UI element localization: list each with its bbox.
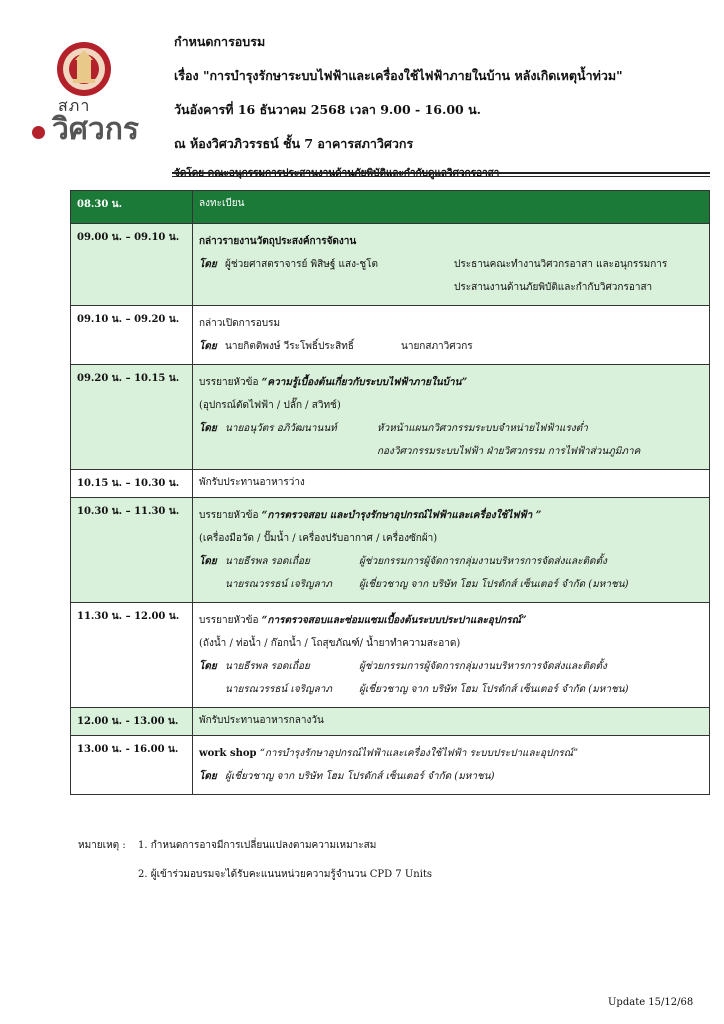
agenda-cell [193, 306, 710, 365]
agenda-subtopic: (อุปกรณ์ตัดไฟฟ้า / ปลั๊ก / สวิทช์) [199, 400, 341, 411]
organizer: จัดโดย คณะอนุกรรมการประสานงานด้านภัยพิบัติและกำกับดูแลวิศวกรอาสา [174, 168, 500, 179]
table-row [71, 603, 710, 708]
topic-prefix: work shop [199, 748, 257, 759]
time-cell: 09.00 น. – 09.10 น. [71, 224, 193, 306]
training-date: วันอังคารที่ 16 ธันวาคม 2568 เวลา 9.00 - 16.00 น. [174, 102, 481, 117]
table-row [71, 224, 710, 306]
agenda-cell [193, 224, 710, 306]
speaker-name: ผู้ช่วยศาสตราจารย์ พิสิษฐ์ แสง-ชูโต [225, 259, 378, 270]
time-cell: 10.30 น. – 11.30 น. [71, 498, 193, 603]
speaker-name: นายรณวรรธน์ เจริญลาภ [225, 684, 332, 695]
document-header [174, 32, 714, 181]
document-title: กำหนดการอบรม [174, 34, 266, 49]
speaker-name: นายธีรพล รอดเถื่อย [225, 661, 310, 672]
agenda-topic: “การตรวจสอบ และบำรุงรักษาอุปกรณ์ไฟฟ้าและเครื่องใช้ไฟฟ้า ” [261, 510, 542, 521]
agenda-cell [193, 470, 710, 498]
agenda-cell [193, 736, 710, 795]
update-date: Update 15/12/68 [608, 997, 694, 1008]
agenda-cell [193, 708, 710, 736]
speaker-name: นายกิตติพงษ์ วีระโพธิ์ประสิทธิ์ [225, 341, 354, 352]
table-row [71, 306, 710, 365]
time-cell: 09.10 น. – 09.20 น. [71, 306, 193, 365]
time-cell: 13.00 น. - 16.00 น. [71, 736, 193, 795]
table-row [71, 736, 710, 795]
by-label: โดย [199, 259, 217, 270]
time-cell: 08.30 น. [71, 191, 193, 224]
logo-text-top: สภา [58, 96, 91, 115]
topic-prefix: บรรยายหัวข้อ [199, 615, 259, 626]
training-subject: เรื่อง "การบำรุงรักษาระบบไฟฟ้าและเครื่องใช้ไฟฟ้าภายในบ้าน หลังเกิดเหตุน้ำท่วม" [174, 68, 623, 83]
note-item: 2. ผู้เข้าร่วมอบรมจะได้รับคะแนนหน่วยความรู้จำนวน CPD 7 Units [138, 869, 433, 880]
agenda-text: พักรับประทานอาหารกลางวัน [199, 715, 324, 726]
speaker-name: นายอนุวัตร อภิวัฒนานนท์ [225, 423, 337, 434]
council-logo [22, 40, 162, 150]
logo-text-main: วิศวกร [52, 112, 140, 147]
agenda-text: พักรับประทานอาหารว่าง [199, 477, 305, 488]
agenda-topic: กล่าวรายงานวัตถุประสงค์การจัดงาน [199, 236, 357, 247]
speaker-name: นายรณวรรธน์ เจริญลาภ [225, 579, 332, 590]
topic-prefix: บรรยายหัวข้อ [199, 510, 259, 521]
speaker-role: ผู้เชี่ยวชาญ จาก บริษัท โฮม โปรดักส์ เซ็นเตอร์ จำกัด (มหาชน) [359, 579, 629, 590]
topic-prefix: บรรยายหัวข้อ [199, 377, 259, 388]
by-label: โดย [199, 771, 217, 782]
time-cell: 12.00 น. - 13.00 น. [71, 708, 193, 736]
by-label: โดย [199, 661, 217, 672]
agenda-cell [193, 603, 710, 708]
agenda-cell [193, 191, 710, 224]
agenda-topic: “การบำรุงรักษาอุปกรณ์ไฟฟ้าและเครื่องใช้ไฟฟ้า ระบบประปาและอุปกรณ์” [259, 748, 579, 759]
header-rule-thin [172, 176, 710, 177]
by-label: โดย [199, 423, 217, 434]
agenda-topic: กล่าวเปิดการอบรม [199, 318, 281, 329]
speaker-role: ผู้ช่วยกรรมการผู้จัดการกลุ่มงานบริหารการจัดส่งและติดตั้ง [359, 556, 607, 567]
table-row [71, 470, 710, 498]
by-label: โดย [199, 556, 217, 567]
table-row [71, 708, 710, 736]
notes-label: หมายเหตุ : [78, 840, 126, 851]
speaker-role: ประธานคณะทำงานวิศวกรอาสา และอนุกรรมการ [454, 259, 668, 270]
speaker-name: นายธีรพล รอดเถื่อย [225, 556, 310, 567]
agenda-cell [193, 365, 710, 470]
table-row [71, 365, 710, 470]
speaker-role: ประสานงานด้านภัยพิบัติและกำกับวิศวกรอาสา [454, 282, 653, 293]
speaker-role: หัวหน้าแผนกวิศวกรรมระบบจำหน่ายไฟฟ้าแรงต่ำ [377, 423, 588, 434]
header-rule [172, 172, 710, 174]
agenda-cell [193, 498, 710, 603]
speaker-role: นายกสภาวิศวกร [401, 341, 473, 352]
schedule-table [70, 190, 710, 795]
speaker-role: กองวิศวกรรมระบบไฟฟ้า ฝ่ายวิศวกรรม การไฟฟ้าส่วนภูมิภาค [377, 446, 641, 457]
notes-section [78, 838, 432, 896]
agenda-text: ลงทะเบียน [199, 198, 245, 209]
speaker-role: ผู้เชี่ยวชาญ จาก บริษัท โฮม โปรดักส์ เซ็นเตอร์ จำกัด (มหาชน) [359, 684, 629, 695]
agenda-topic: “ความรู้เบื้องต้นเกี่ยวกับระบบไฟฟ้าภายในบ้าน” [261, 377, 468, 388]
logo-red-dot [32, 126, 45, 139]
engineering-council-seal-icon [55, 40, 113, 98]
speaker-name: ผู้เชี่ยวชาญ จาก บริษัท โฮม โปรดักส์ เซ็นเตอร์ จำกัด (มหาชน) [225, 771, 495, 782]
speaker-role: ผู้ช่วยกรรมการผู้จัดการกลุ่มงานบริหารการจัดส่งและติดตั้ง [359, 661, 607, 672]
agenda-topic: “การตรวจสอบและซ่อมแซมเบื้องต้นระบบประปาและอุปกรณ์” [261, 615, 527, 626]
note-item: 1. กำหนดการอาจมีการเปลี่ยนแปลงตามความเหมาะสม [138, 840, 377, 851]
table-row [71, 191, 710, 224]
by-label: โดย [199, 341, 217, 352]
training-venue: ณ ห้องวิศวภิวรรธน์ ชั้น 7 อาคารสภาวิศวกร [174, 136, 414, 151]
time-cell: 11.30 น. – 12.00 น. [71, 603, 193, 708]
agenda-subtopic: (เครื่องมือวัด / ปั๊มน้ำ / เครื่องปรับอากาศ / เครื่องซักผ้า) [199, 533, 438, 544]
table-row [71, 498, 710, 603]
time-cell: 10.15 น. – 10.30 น. [71, 470, 193, 498]
agenda-subtopic: (ถังน้ำ / ท่อน้ำ / ก๊อกน้ำ / โถสุขภัณฑ์/ น้ำยาทำความสะอาด) [199, 638, 461, 649]
time-cell: 09.20 น. – 10.15 น. [71, 365, 193, 470]
